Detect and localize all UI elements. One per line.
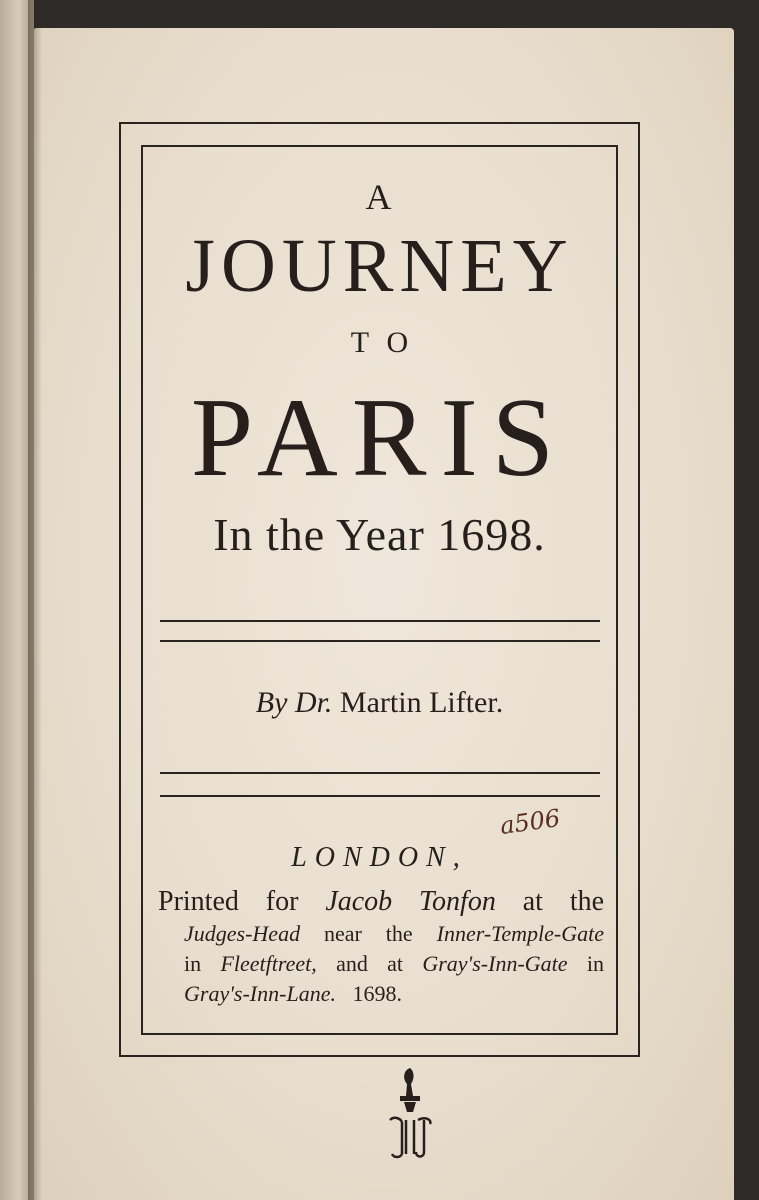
imprint-publisher: Jacob Tonfon: [325, 886, 496, 917]
imprint-place: Gray's-Inn-Gate: [422, 951, 568, 976]
imprint-place: Fleetftreet,: [220, 951, 317, 976]
rule: [160, 620, 600, 622]
rule: [160, 772, 600, 774]
imprint-line: [158, 949, 604, 979]
imprint-text: in: [184, 951, 202, 976]
printer-device-icon: [380, 1062, 440, 1162]
rule: [160, 640, 600, 642]
imprint-place: Gray's-Inn-Lane.: [184, 981, 336, 1006]
handwritten-shelf-note: a506: [498, 803, 562, 841]
imprint-line: [158, 919, 604, 949]
imprint-text: and at: [336, 951, 404, 976]
imprint-city: LONDON,: [291, 842, 468, 873]
imprint: [158, 885, 604, 1009]
imprint-text: at the: [522, 886, 605, 917]
author-name: Martin Lifter.: [339, 686, 504, 719]
title-line-journey: JOURNEY: [185, 224, 574, 308]
imprint-date: 1698.: [352, 981, 402, 1006]
imprint-line: [158, 885, 604, 919]
imprint-line: [158, 979, 604, 1009]
title-line-year: In the Year 1698.: [213, 509, 546, 560]
imprint-text: near the: [324, 921, 413, 946]
imprint-place: Inner-Temple-Gate: [436, 921, 604, 946]
author-line: [141, 686, 618, 720]
gutter-shadow: [28, 0, 42, 1200]
imprint-text: Printed for: [158, 886, 299, 917]
title-line-to: TO: [350, 326, 427, 359]
author-prefix: By Dr.: [255, 686, 333, 719]
imprint-text: in: [586, 951, 604, 976]
title-line-paris: PARIS: [190, 376, 569, 500]
rule: [160, 795, 600, 797]
imprint-sign: Judges-Head: [184, 921, 301, 946]
title-line-a: A: [365, 177, 394, 217]
